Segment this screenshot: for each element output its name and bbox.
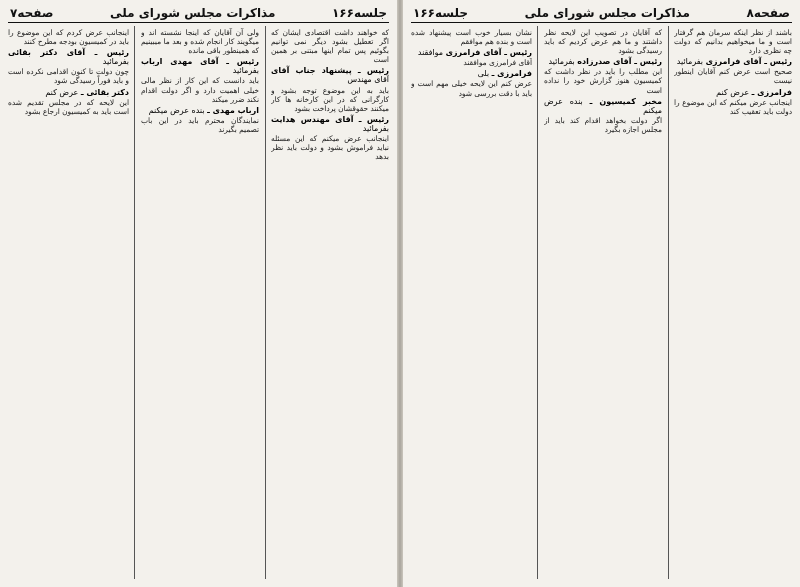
- right-column-3: [411, 28, 532, 579]
- left-column-3: [8, 28, 129, 579]
- speaker-remark: بفرمائید: [548, 57, 578, 67]
- column-paragraph: این مطلب را باید در نظر داشت که کمیسیون هنوز گزارش خود را نداده است: [544, 67, 662, 95]
- right-journal-title: مذاکرات مجلس شورای ملی: [524, 6, 690, 20]
- column-paragraph: که آقایان در تصویب این لایحه نظر داشتند و ما هم عرض کردیم که باید رسیدگی بشود: [544, 28, 662, 56]
- speaker-name: رئیس ـ آقای مهدی ارباب: [141, 57, 259, 67]
- right-page-header: [413, 4, 790, 22]
- speaker-remark: بفرمائید: [232, 66, 259, 76]
- speaker-name: رئیس ـ پیشنهاد جناب آقای: [271, 66, 389, 76]
- speaker-name: رئیس ـ آقای صدرزاده: [577, 57, 662, 67]
- left-journal-title: مذاکرات مجلس شورای ملی: [110, 6, 276, 20]
- column-paragraph: اینجانب عرض کردم که این موضوع را باید در کمیسیون بودجه مطرح کنند: [8, 28, 129, 47]
- column-paragraph: عرض کنم این لایحه خیلی مهم است و باید با دقت بررسی شود: [411, 79, 532, 98]
- left-column-divider: [265, 26, 266, 579]
- speaker-remark: آقای مهندس: [347, 75, 389, 85]
- speaker-heading: [141, 106, 259, 115]
- speaker-name: رئیس ـ آقای مهندس هدایت: [271, 114, 389, 124]
- column-paragraph: این لایحه که در مجلس تقدیم شده است باید به کمیسیون ارجاع بشود: [8, 97, 129, 116]
- speaker-heading: [544, 57, 662, 66]
- right-session-label: جلسه۱۶۶: [413, 6, 469, 20]
- speaker-remark: موافقند: [417, 48, 446, 58]
- left-column-2: [141, 28, 259, 579]
- column-paragraph: آقای فرامرزی موافقند: [463, 58, 532, 68]
- speaker-heading: [8, 48, 129, 66]
- right-column-1: [674, 28, 792, 579]
- speaker-name: رئیس ـ آقای فرامرزی: [705, 57, 792, 67]
- right-column-divider: [537, 26, 538, 579]
- column-paragraph: که خواهند داشت اقتصادی ایشان که اگر تعطیل بشود دیگر نمی توانیم بگوئیم پس تمام اینها مبتنی بر همین است: [271, 28, 389, 65]
- speaker-heading: [411, 48, 532, 57]
- speaker-name: ارباب مهدی ـ: [207, 105, 259, 115]
- speaker-name: دکتر بقائی ـ: [80, 87, 129, 97]
- left-column-divider: [134, 26, 135, 579]
- column-paragraph: نمایندگان محترم باید در این باب تصمیم بگیرند: [141, 115, 259, 134]
- speaker-heading: [271, 115, 389, 133]
- speaker-remark: بنده عرض میکنم: [148, 105, 208, 115]
- speaker-name: مخبر کمیسیون ـ: [589, 96, 662, 106]
- speaker-remark: بفرمائید: [362, 123, 389, 133]
- left-page-number: صفحه۷: [10, 6, 54, 20]
- column-paragraph: ولی آن آقایان که اینجا نشسته اند و میگویند کار انجام شده و بعد ما میبینیم که همینطور باقی مانده: [141, 28, 259, 56]
- column-paragraph: باشند از نظر اینکه سرمان هم گرفتار است و ما میخواهیم بدانیم که دولت چه نظری دارد: [674, 28, 792, 56]
- column-paragraph: باید دانست که این کار از نظر مالی خیلی اهمیت دارد و اگر دولت اقدام نکند ضرر میکند: [141, 76, 259, 104]
- right-page-number: صفحه۸: [746, 6, 790, 20]
- column-paragraph: صحیح است عرض کنم آقایان اینطور نیست: [674, 67, 792, 86]
- speaker-remark: بلی: [477, 69, 492, 79]
- speaker-heading: [674, 88, 792, 97]
- speaker-name: رئیس ـ آقای دکتر بقائی: [8, 48, 129, 58]
- speaker-remark: بفرمائید: [102, 57, 129, 67]
- left-header-rule: [8, 22, 389, 23]
- column-paragraph: باید به این موضوع توجه بشود و کارگرانی که در این کارخانه ها کار میکنند حقوقشان پرداخت بشود: [271, 85, 389, 113]
- speaker-heading: [271, 66, 389, 84]
- speaker-remark: عرض کنم: [45, 87, 81, 97]
- left-page-header: [10, 4, 387, 22]
- column-paragraph: چون دولت تا کنون اقدامی نکرده است و باید فوراً رسیدگی شود: [8, 67, 129, 86]
- speaker-heading: [8, 88, 129, 97]
- column-paragraph: اگر دولت بخواهد اقدام کند باید از مجلس اجازه بگیرد: [544, 115, 662, 134]
- right-column-divider: [668, 26, 669, 579]
- speaker-heading: [544, 97, 662, 115]
- left-column-1: [271, 28, 389, 579]
- right-column-2: [544, 28, 662, 579]
- left-page: [0, 0, 397, 587]
- column-paragraph: اینجانب عرض میکنم که این مسئله نباید فراموش بشود و دولت باید نظر بدهد: [271, 134, 389, 162]
- speaker-name: فرامرزی ـ: [751, 87, 792, 97]
- right-page: [403, 0, 800, 587]
- column-paragraph: نشان بسیار خوب است پیشنهاد شده است و بنده هم موافقم: [411, 28, 532, 47]
- column-paragraph: اینجانب عرض میکنم که این موضوع را دولت باید تعقیب کند: [674, 97, 792, 116]
- right-header-rule: [411, 22, 792, 23]
- speaker-name: رئیس ـ آقای فرامرزی: [445, 48, 532, 58]
- left-session-label: جلسه۱۶۶: [331, 6, 387, 20]
- speaker-name: فرامرزی ـ: [491, 69, 532, 79]
- speaker-heading: [141, 57, 259, 75]
- speaker-heading: [411, 69, 532, 78]
- speaker-remark: عرض کنم: [716, 87, 752, 97]
- speaker-remark: بنده عرض میکنم: [544, 96, 662, 115]
- speaker-heading: [674, 57, 792, 66]
- speaker-remark: بفرمائید: [676, 57, 706, 67]
